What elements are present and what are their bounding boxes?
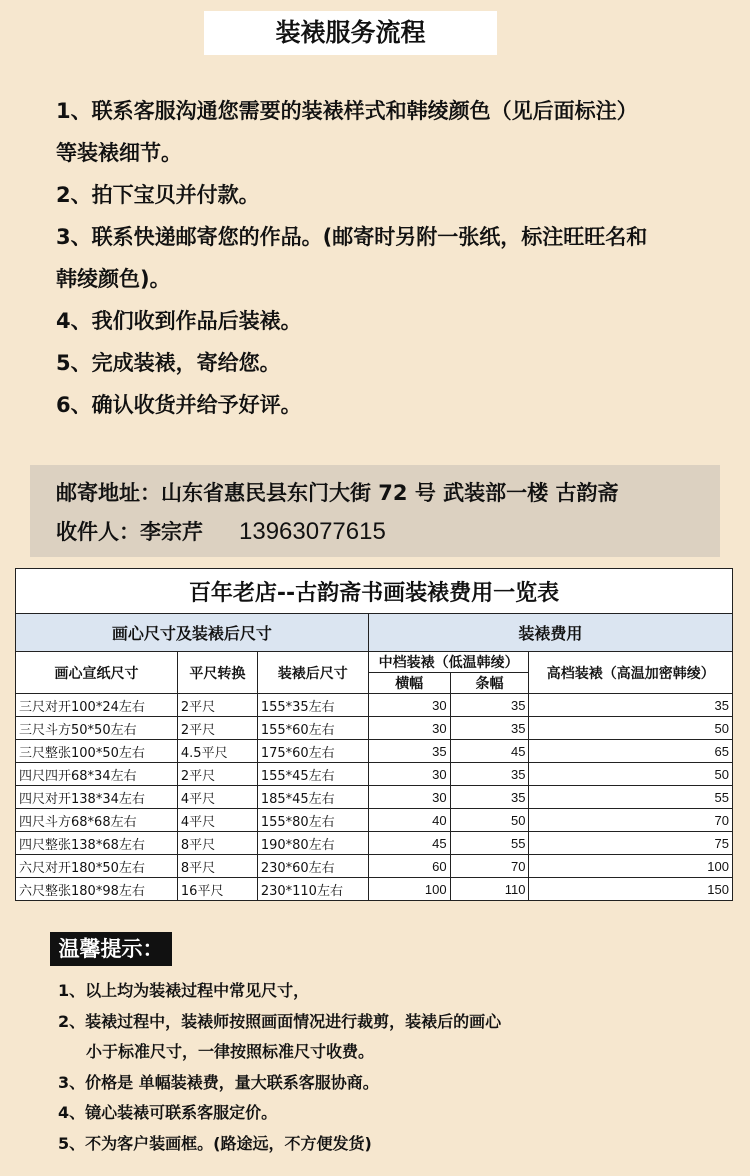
cell-paper: 六尺整张180*98左右: [16, 878, 178, 901]
cell-vertical: 35: [450, 717, 529, 740]
cell-mounted: 190*80左右: [257, 832, 368, 855]
cell-high: 100: [529, 855, 733, 878]
cell-horizontal: 40: [368, 809, 450, 832]
step-line: 4、我们收到作品后装裱。: [56, 309, 302, 333]
col-horizontal: 横幅: [368, 673, 450, 694]
step-line: 5、完成装裱，寄给您。: [56, 351, 281, 375]
table-row: [16, 855, 733, 878]
table-row: [16, 809, 733, 832]
cell-sqft: 2平尺: [177, 694, 257, 717]
cell-sqft: 16平尺: [177, 878, 257, 901]
mailing-address-box: [30, 465, 720, 557]
recipient-phone: 13963077615: [239, 518, 386, 545]
cell-vertical: 55: [450, 832, 529, 855]
service-steps: [56, 90, 746, 426]
cell-horizontal: 100: [368, 878, 450, 901]
cell-mounted: 185*45左右: [257, 786, 368, 809]
cell-paper: 三尺斗方50*50左右: [16, 717, 178, 740]
step-line: 3、联系快递邮寄您的作品。(邮寄时另附一张纸，标注旺旺名和: [56, 225, 648, 249]
notice-line: 小于标准尺寸，一律按照标准尺寸收费。: [86, 1042, 375, 1061]
cell-mounted: 155*45左右: [257, 763, 368, 786]
cell-high: 55: [529, 786, 733, 809]
cell-high: 75: [529, 832, 733, 855]
table-row: [16, 694, 733, 717]
cell-high: 150: [529, 878, 733, 901]
cell-paper: 四尺斗方68*68左右: [16, 809, 178, 832]
cell-sqft: 8平尺: [177, 832, 257, 855]
step-line: 1、联系客服沟通您需要的装裱样式和韩绫颜色（见后面标注）: [56, 99, 638, 123]
cell-paper: 四尺四开68*34左右: [16, 763, 178, 786]
cell-horizontal: 30: [368, 763, 450, 786]
cell-horizontal: 60: [368, 855, 450, 878]
col-mid-grade: 中档装裱（低温韩绫）: [368, 652, 529, 673]
cell-vertical: 45: [450, 740, 529, 763]
col-mounted-size: 装裱后尺寸: [257, 652, 368, 694]
table-row: [16, 717, 733, 740]
cell-mounted: 155*80左右: [257, 809, 368, 832]
cell-paper: 四尺整张138*68左右: [16, 832, 178, 855]
notice-line: 4、镜心装裱可联系客服定价。: [58, 1103, 278, 1122]
fee-table: [15, 568, 733, 901]
cell-paper: 三尺整张100*50左右: [16, 740, 178, 763]
page-title: 装裱服务流程: [204, 11, 497, 55]
cell-mounted: 155*60左右: [257, 717, 368, 740]
recipient-line: [56, 516, 386, 546]
table-row: [16, 878, 733, 901]
col-sqft: 平尺转换: [177, 652, 257, 694]
table-row: [16, 832, 733, 855]
cell-horizontal: 35: [368, 740, 450, 763]
col-high-grade: 高档装裱（高温加密韩绫）: [529, 652, 733, 694]
cell-high: 70: [529, 809, 733, 832]
cell-paper: 六尺对开180*50左右: [16, 855, 178, 878]
cell-sqft: 4.5平尺: [177, 740, 257, 763]
col-paper-size: 画心宣纸尺寸: [16, 652, 178, 694]
cell-high: 65: [529, 740, 733, 763]
cell-horizontal: 45: [368, 832, 450, 855]
step-line: 6、确认收货并给予好评。: [56, 393, 302, 417]
notice-line: 5、不为客户装画框。(路途远，不方便发货): [58, 1133, 372, 1153]
cell-vertical: 50: [450, 809, 529, 832]
notice-line: 1、以上均为装裱过程中常见尺寸，: [58, 981, 310, 1000]
notice-line: 3、价格是 单幅装裱费，量大联系客服协商。: [58, 1072, 379, 1092]
cell-mounted: 230*60左右: [257, 855, 368, 878]
fee-table-title: 百年老店--古韵斋书画装裱费用一览表: [16, 569, 733, 614]
cell-high: 50: [529, 717, 733, 740]
col-vertical: 条幅: [450, 673, 529, 694]
notice-line: 2、装裱过程中，装裱师按照画面情况进行裁剪，装裱后的画心: [58, 1011, 502, 1031]
cell-vertical: 110: [450, 878, 529, 901]
cell-paper: 四尺对开138*34左右: [16, 786, 178, 809]
cell-horizontal: 30: [368, 786, 450, 809]
size-group-header: 画心尺寸及装裱后尺寸: [16, 614, 369, 652]
fee-group-header: 装裱费用: [368, 614, 732, 652]
cell-vertical: 35: [450, 694, 529, 717]
cell-high: 35: [529, 694, 733, 717]
cell-sqft: 8平尺: [177, 855, 257, 878]
cell-vertical: 70: [450, 855, 529, 878]
cell-vertical: 35: [450, 786, 529, 809]
cell-sqft: 2平尺: [177, 717, 257, 740]
step-line: 韩绫颜色)。: [56, 267, 171, 291]
table-row: [16, 786, 733, 809]
cell-sqft: 4平尺: [177, 786, 257, 809]
step-line: 等装裱细节。: [56, 141, 182, 165]
cell-mounted: 230*110左右: [257, 878, 368, 901]
recipient-name: 收件人：李宗芹: [56, 520, 203, 544]
mailing-address: 邮寄地址：山东省惠民县东门大街 72 号 武装部一楼 古韵斋: [56, 481, 619, 505]
cell-horizontal: 30: [368, 694, 450, 717]
cell-paper: 三尺对开100*24左右: [16, 694, 178, 717]
cell-sqft: 4平尺: [177, 809, 257, 832]
cell-horizontal: 30: [368, 717, 450, 740]
notice-list: [58, 976, 738, 1159]
cell-mounted: 175*60左右: [257, 740, 368, 763]
step-line: 2、拍下宝贝并付款。: [56, 183, 260, 207]
cell-vertical: 35: [450, 763, 529, 786]
cell-high: 50: [529, 763, 733, 786]
table-row: [16, 763, 733, 786]
table-row: [16, 740, 733, 763]
cell-mounted: 155*35左右: [257, 694, 368, 717]
notice-heading: 温馨提示：: [50, 932, 172, 966]
cell-sqft: 2平尺: [177, 763, 257, 786]
